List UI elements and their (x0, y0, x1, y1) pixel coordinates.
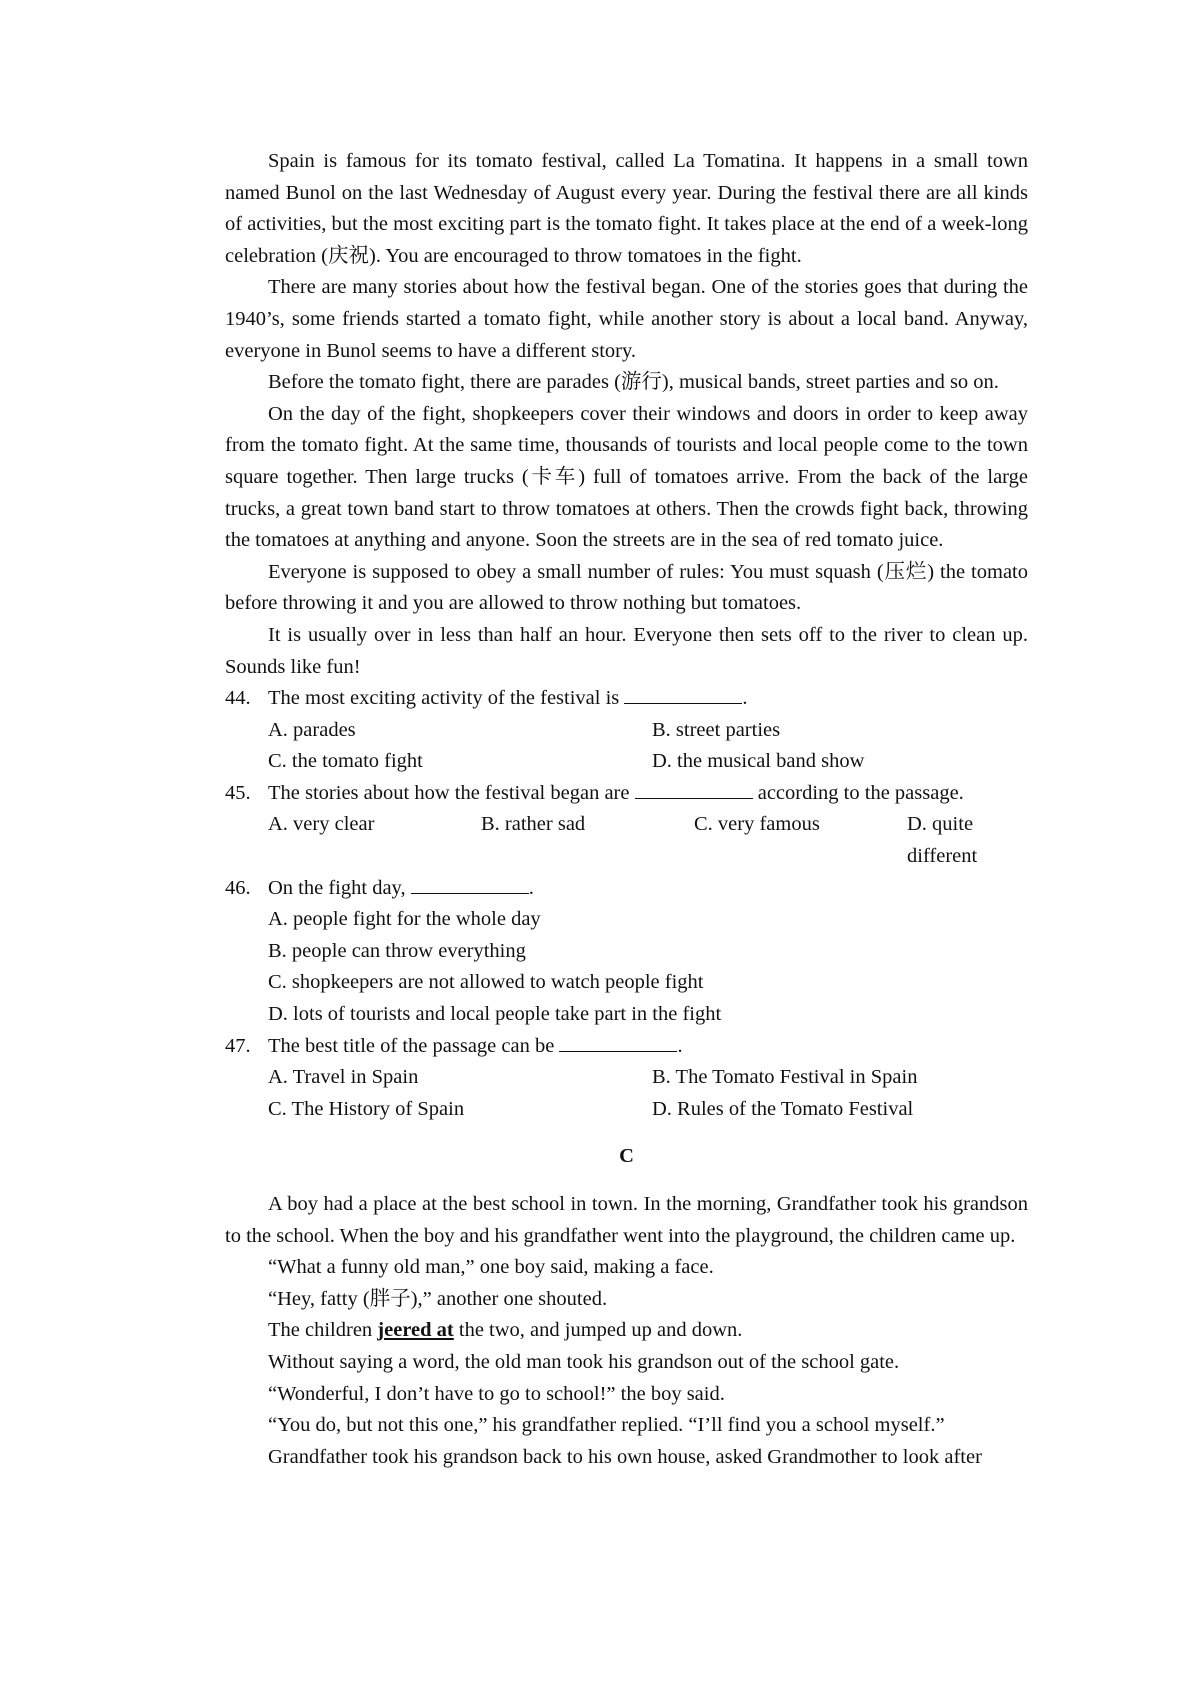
passage-c-paragraph-2: “What a funny old man,” one boy said, making a face. (268, 1256, 714, 1279)
question-47-options (225, 1062, 1028, 1125)
answer-blank (411, 873, 529, 894)
question-44-options (225, 715, 1028, 778)
question-number: 47. (225, 1034, 251, 1057)
option-d: D. quite different (907, 813, 978, 868)
question-45 (225, 778, 1028, 810)
passage-b-paragraph-5: Everyone is supposed to obey a small number of rules: You must squash (压烂) the tomato before throwing it and you are allowed to throw nothing but tomatoes. (225, 560, 1028, 615)
option-a: A. Travel in Spain (268, 1066, 419, 1089)
option-c: C. the tomato fight (268, 750, 423, 773)
answer-blank (624, 683, 742, 704)
section-c-heading: C (619, 1145, 634, 1168)
passage-c-paragraph-8: Grandfather took his grandson back to his own house, asked Grandmother to look after (268, 1445, 982, 1468)
option-b: B. The Tomato Festival in Spain (652, 1066, 918, 1089)
passage-c-paragraph-6: “Wonderful, I don’t have to go to school!” the boy said. (268, 1382, 725, 1405)
document-page (225, 146, 1028, 1473)
answer-blank (559, 1031, 677, 1052)
option-a: A. very clear (268, 813, 375, 836)
passage-b-paragraph-1: Spain is famous for its tomato festival, called La Tomatina. It happens in a small town named Bunol on the last Wednesday of August every year. During the festival there are all kinds of activities, but the most exciting part is the tomato fight. It takes place at the end of a week-long celebration (庆祝). You are encouraged to throw tomatoes in the fight. (225, 150, 1028, 267)
question-46 (225, 873, 1028, 905)
option-d: D. Rules of the Tomato Festival (652, 1097, 914, 1120)
question-number: 44. (225, 687, 251, 710)
passage-b-paragraph-4: On the day of the fight, shopkeepers cover their windows and doors in order to keep away from the tomato fight. At the same time, thousands of tourists and local people come to the town square together. Then large trucks (卡车) full of tomatoes arrive. From the back of the large trucks, a great town band start to throw tomatoes at others. Then the crowds fight back, throwing the tomatoes at anything and anyone. Soon the streets are in the sea of red tomato juice. (225, 402, 1028, 552)
passage-b-paragraph-6: It is usually over in less than half an hour. Everyone then sets off to the river to clean up. Sounds like fun! (225, 623, 1028, 678)
option-a: A. parades (268, 718, 356, 741)
question-47 (225, 1031, 1028, 1063)
answer-blank (635, 778, 753, 799)
passage-c-paragraph-5: Without saying a word, the old man took his grandson out of the school gate. (268, 1350, 900, 1373)
option-c: C. very famous (694, 813, 820, 836)
passage-b-paragraph-3: Before the tomato fight, there are parades (游行), musical bands, street parties and so on. (268, 371, 999, 394)
question-number: 46. (225, 876, 251, 899)
passage-c-paragraph-3: “Hey, fatty (胖子),” another one shouted. (268, 1287, 608, 1310)
question-stem: The best title of the passage can be . (268, 1031, 1028, 1063)
option-d: D. lots of tourists and local people take part in the fight (268, 1003, 722, 1026)
option-a: A. people fight for the whole day (268, 908, 541, 931)
passage-c-paragraph-7: “You do, but not this one,” his grandfather replied. “I’ll find you a school myself.” (268, 1414, 945, 1437)
option-c: C. The History of Spain (268, 1097, 465, 1120)
question-45-options (225, 809, 1028, 872)
question-46-options (225, 904, 1028, 1030)
passage-c-paragraph-4: The children jeered at the two, and jumped up and down. (268, 1319, 743, 1342)
question-44 (225, 683, 1028, 715)
option-d: D. the musical band show (652, 750, 865, 773)
passage-b-paragraph-2: There are many stories about how the festival began. One of the stories goes that during the 1940’s, some friends started a tomato fight, while another story is about a local band. Anyway, everyone in Bunol seems to have a different story. (225, 276, 1028, 362)
option-c: C. shopkeepers are not allowed to watch people fight (268, 971, 704, 994)
question-stem: The stories about how the festival began are according to the passage. (268, 778, 1028, 810)
question-stem: On the fight day, . (268, 873, 1028, 905)
question-number: 45. (225, 781, 251, 804)
option-b: B. street parties (652, 718, 781, 741)
option-b: B. people can throw everything (268, 939, 526, 962)
highlighted-phrase: jeered at (377, 1319, 454, 1342)
option-b: B. rather sad (481, 813, 586, 836)
passage-c-paragraph-1: A boy had a place at the best school in town. In the morning, Grandfather took his grandson to the school. When the boy and his grandfather went into the playground, the children came up. (225, 1193, 1028, 1247)
question-stem: The most exciting activity of the festival is . (268, 683, 1028, 715)
